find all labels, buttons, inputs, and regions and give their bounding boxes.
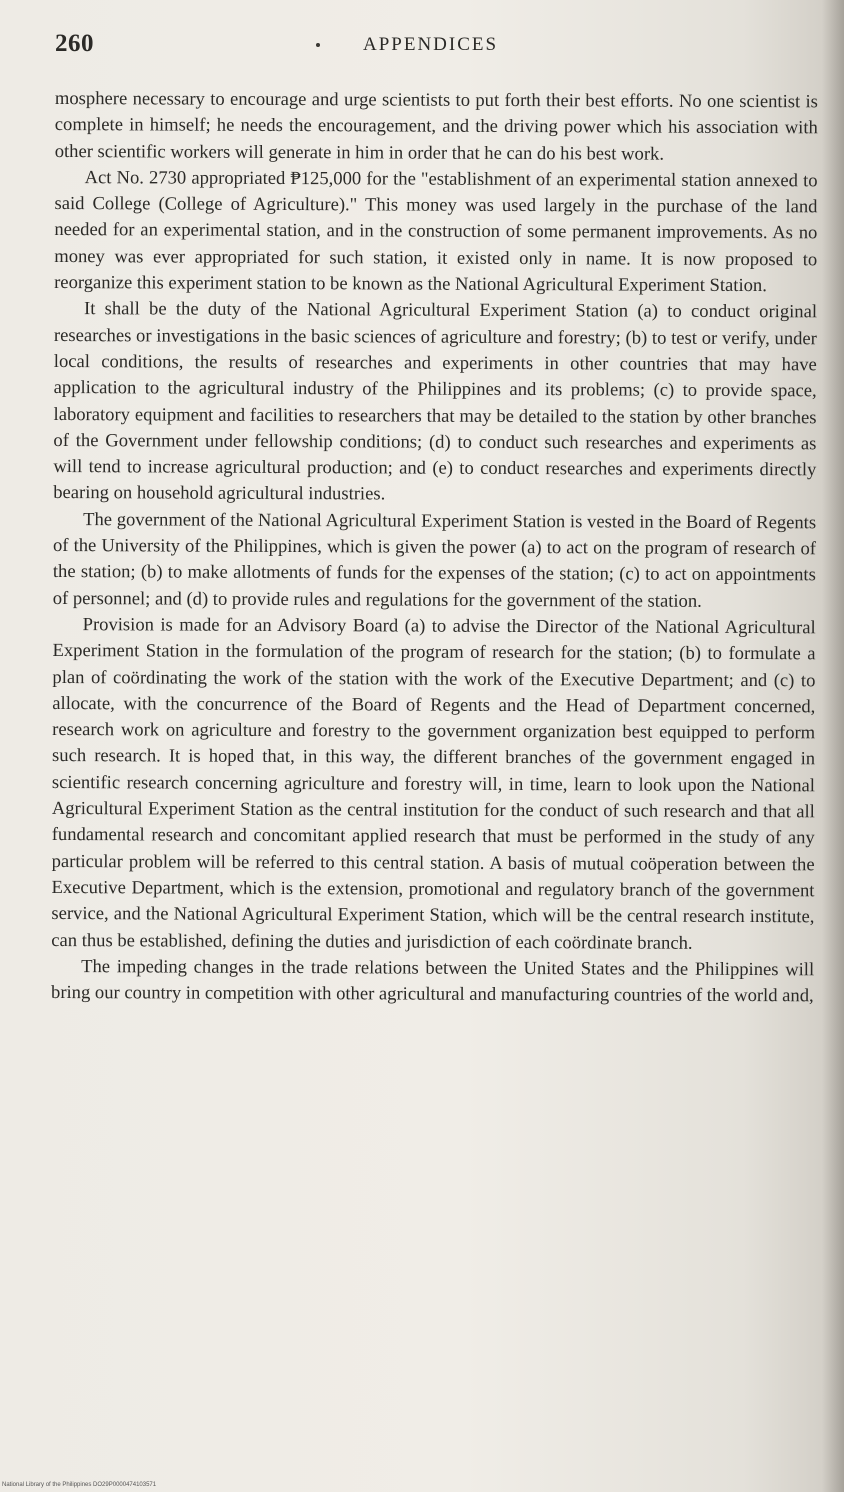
page-edge-shadow	[822, 0, 844, 1492]
ink-speck	[316, 43, 320, 47]
paragraph-station-government: The government of the National Agricultural Experiment Station is vested in the Board of Regents of the University of the Philippines, which is given the power (a) to act on the program of research of the station; (b) to make allotments of funds for the expenses of the station; (c) to act on appointments of personnel; and (d) to provide rules and regulations for the government of the station.	[52, 508, 817, 612]
paragraph-act-2730: Act No. 2730 appropriated ₱125,000 for the "establishment of an experimental station annexed to said College (College of Agriculture)." This money was used largely in the purchase of the land needed for an experimental station, and in the construction of some permanent improvements. As no money was ever appropriated for such station, it existed only in name. It is now proposed to reorganize this experiment station to be known as the National Agricultural Experiment Station.	[54, 167, 818, 297]
paragraph-continuation: mosphere necessary to encourage and urge scientists to put forth their best efforts. No one scientist is complete in himself; he needs the encouragement, and the driving power which his association with other scientific workers will generate in him in order that he can do his best work.	[54, 87, 818, 165]
running-head: APPENDICES	[363, 34, 499, 55]
paragraph-station-duties: It shall be the duty of the National Agricultural Experiment Station (a) to conduct original researches or investigations in the basic sciences of agriculture and forestry; (b) to test or verify, under local conditions, the results of researches and experiments in other countries that may have application to the agricultural industry of the Philippines and its problems; (c) to provide space, laboratory equipment and facilities to researchers that may be detailed to the station by other branches of the Government under fellowship conditions; (d) to conduct such researches and experiments as will tend to increase agricultural production; and (e) to conduct researches and experiments directly bearing on household agricultural industries.	[53, 298, 818, 505]
page-header	[55, 30, 815, 64]
paragraph-advisory-board: Provision is made for an Advisory Board (a) to advise the Director of the National Agricultural Experiment Station in the formulation of the program of research for the station; (b) to formulate a plan of coördinating the work of the station with the work of the Executive Department; and (c) to allocate, with the concurrence of the Board of Regents and the Head of Department concerned, research work on agriculture and forestry to the government organization best equipped to perform such research. It is hoped that, in this way, the different branches of the government engaged in scientific research concerning agriculture and forestry will, in time, learn to look upon the National Agricultural Experiment Station as the central institution for the conduct of such research and that all fundamental research and concomitant applied research that must be performed in the study of any particular problem will be referred to this central station. A basis of mutual coöperation between the Executive Department, which is the extension, promotional and regulatory branch of the government service, and the National Agricultural Experiment Station, which will be the central research institute, can thus be established, defining the duties and jurisdiction of each coördinate branch.	[51, 614, 816, 954]
page-number: 260	[55, 30, 94, 57]
paragraph-trade-relations: The impeding changes in the trade relations between the United States and the Philippines will bring our country in competition with other agricultural and manufacturing countries of the world and,	[50, 955, 815, 1007]
scan-credit: National Library of the Philippines DO29P0000474103571	[2, 1482, 157, 1488]
body-text	[51, 86, 818, 1010]
